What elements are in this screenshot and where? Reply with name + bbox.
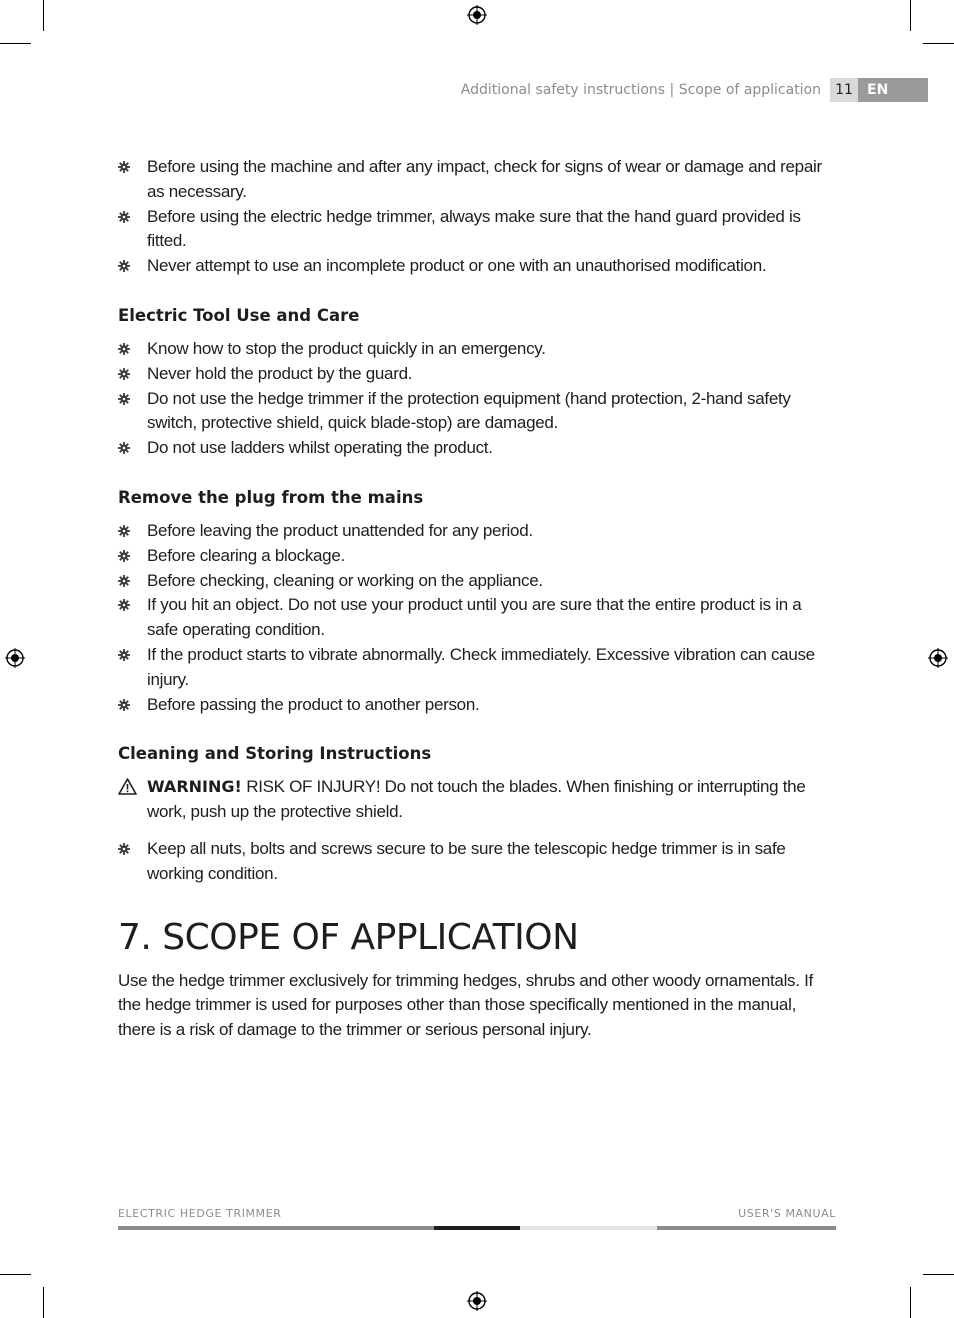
list-item-text: If you hit an object. Do not use your product until you are sure that the entire product is in a safe operating condition. [147, 595, 802, 640]
registration-mark-icon [928, 648, 948, 668]
gear-bullet-icon [118, 550, 130, 562]
list-item-text: Do not use the hedge trimmer if the protection equipment (hand protection, 2-hand safety switch, protective shield, quick blade-stop) are damaged. [147, 388, 791, 433]
crop-mark [923, 43, 954, 44]
cleaning-list [118, 837, 836, 887]
list-item-text: Before passing the product to another person. [147, 694, 480, 714]
list-item-text: Keep all nuts, bolts and screws secure to be sure the telescopic hedge trimmer is in safe working condition. [147, 838, 786, 883]
crop-mark [43, 1287, 44, 1318]
footer-bar [118, 1226, 836, 1230]
list-item [118, 569, 836, 594]
chapter-body: Use the hedge trimmer exclusively for trimming hedges, shrubs and other woody ornamentals. If the hedge trimmer is used for purposes other than those specifically mentioned in the manual, there is a risk of damage to the trimmer or serious personal injury. [118, 970, 813, 1040]
list-item-text: Before using the machine and after any impact, check for signs of wear or damage and repair as necessary. [147, 157, 822, 201]
footer-bar-segment [118, 1226, 434, 1230]
list-item [118, 155, 836, 205]
language-tab: EN [858, 78, 928, 102]
list-item-text: Before using the electric hedge trimmer, always make sure that the hand guard provided is fitted. [147, 206, 801, 251]
list-item [118, 337, 836, 362]
list-item [118, 693, 836, 718]
crop-mark [0, 43, 31, 44]
crop-mark [923, 1274, 954, 1275]
electric-tool-list [118, 337, 836, 461]
list-item-text: Know how to stop the product quickly in an emergency. [147, 338, 546, 358]
list-item [118, 544, 836, 569]
registration-mark-icon [5, 648, 25, 668]
crop-mark [910, 0, 911, 31]
crop-mark [0, 1274, 31, 1275]
warning-triangle-icon [118, 778, 137, 803]
list-item [118, 593, 836, 643]
gear-bullet-icon [118, 525, 130, 537]
gear-bullet-icon [118, 575, 130, 587]
list-item-text: Before checking, cleaning or working on the appliance. [147, 570, 543, 590]
list-item [118, 254, 836, 279]
footer-manual-label: USER'S MANUAL [738, 1207, 836, 1220]
gear-bullet-icon [118, 343, 130, 355]
list-item [118, 643, 836, 693]
list-item [118, 837, 836, 887]
gear-bullet-icon [118, 211, 130, 223]
warning-notice [118, 775, 836, 825]
footer-product-name: ELECTRIC HEDGE TRIMMER [118, 1207, 282, 1220]
crop-mark [43, 0, 44, 31]
list-item-text: Before leaving the product unattended for any period. [147, 520, 533, 540]
chapter-title: 7. SCOPE OF APPLICATION [118, 916, 579, 958]
page-header [461, 78, 928, 102]
gear-bullet-icon [118, 649, 130, 661]
footer-bar-segment [434, 1226, 520, 1230]
gear-bullet-icon [118, 599, 130, 611]
list-item-text: Do not use ladders whilst operating the product. [147, 438, 493, 458]
list-item [118, 362, 836, 387]
registration-mark-icon [467, 5, 487, 25]
list-item-text: Never hold the product by the guard. [147, 363, 413, 383]
list-item [118, 436, 836, 461]
main-content [118, 155, 836, 1043]
warning-text: RISK OF INJURY! Do not touch the blades. When finishing or interrupting the work, push up the protective shield. [147, 777, 806, 822]
section-heading-electric-tool: Electric Tool Use and Care [118, 305, 360, 325]
list-item-text: Never attempt to use an incomplete product or one with an unauthorised modification. [147, 256, 767, 276]
list-item [118, 205, 836, 255]
list-item [118, 387, 836, 437]
page-number: 11 [830, 78, 858, 102]
section-heading-remove-plug: Remove the plug from the mains [118, 487, 424, 507]
gear-bullet-icon [118, 393, 130, 405]
list-item [118, 519, 836, 544]
header-title: Additional safety instructions | Scope of application [460, 82, 821, 98]
list-item-text: If the product starts to vibrate abnormally. Check immediately. Excessive vibration can cause injury. [147, 644, 815, 689]
gear-bullet-icon [118, 260, 130, 272]
gear-bullet-icon [118, 843, 130, 855]
gear-bullet-icon [118, 368, 130, 380]
gear-bullet-icon [118, 442, 130, 454]
gear-bullet-icon [118, 699, 130, 711]
footer-bar-segment [657, 1226, 836, 1230]
section-heading-cleaning: Cleaning and Storing Instructions [118, 744, 432, 764]
footer-bar-segment [520, 1226, 657, 1230]
remove-plug-list [118, 519, 836, 717]
gear-bullet-icon [118, 161, 130, 173]
crop-mark [910, 1287, 911, 1318]
intro-bullet-list [118, 155, 836, 279]
registration-mark-icon [467, 1291, 487, 1311]
list-item-text: Before clearing a blockage. [147, 545, 345, 565]
warning-label: WARNING! [147, 777, 242, 797]
